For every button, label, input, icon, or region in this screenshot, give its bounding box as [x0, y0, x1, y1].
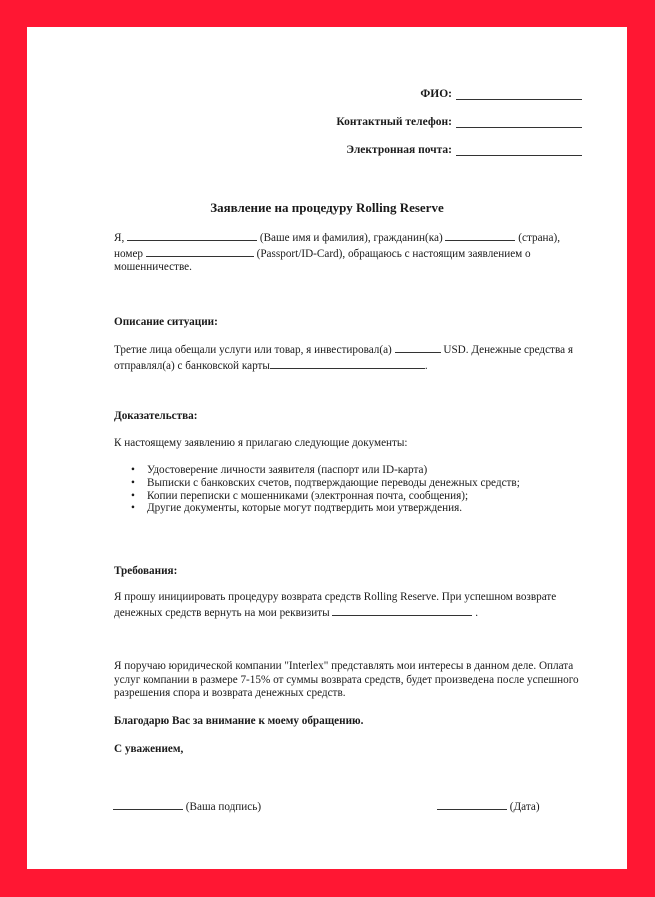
list-item: • Другие документы, которые могут подтвердить мои утверждения. [147, 502, 520, 515]
date-blank[interactable] [437, 799, 507, 810]
country-blank[interactable] [445, 230, 515, 241]
situation-text: USD. Денежные средства я отправлял(а) с банковской карты [114, 344, 573, 372]
regards-text: С уважением, [114, 743, 184, 755]
requirements-text: Я прошу инициировать процедуру возврата средств Rolling Reserve. При успешном возврате денежных средств вернуть на мои реквизиты [114, 591, 557, 619]
situation-paragraph [114, 342, 584, 373]
evidence-heading: Доказательства: [114, 410, 198, 422]
email-blank[interactable] [456, 143, 582, 156]
header-field-label: Электронная почта: [346, 144, 452, 156]
situation-text: Третие лица обещали услуги или товар, я инвестировал(а) [114, 344, 392, 356]
intro-paragraph [114, 230, 584, 275]
header-field-label: Контактный телефон: [336, 116, 452, 128]
full-name-blank[interactable] [127, 230, 257, 241]
thanks-text: Благодарю Вас за внимание к моему обращению. [114, 715, 364, 727]
phone-blank[interactable] [456, 115, 582, 128]
list-item: • Удостоверение личности заявителя (паспорт или ID-карта) [147, 464, 520, 477]
card-blank[interactable] [270, 358, 425, 369]
signature-field [113, 799, 261, 813]
document-number-blank[interactable] [146, 246, 254, 257]
requirements-paragraph [114, 591, 584, 620]
intro-text: Я, [114, 232, 125, 244]
amount-blank[interactable] [395, 342, 441, 353]
intro-text: номер [114, 247, 144, 260]
header-field-phone [336, 115, 582, 128]
intro-text: (Passport/ID-Card), обращаюсь с настоящим заявлением о мошенничестве. [114, 247, 531, 273]
requirements-heading: Требования: [114, 565, 178, 577]
evidence-list [114, 464, 520, 515]
date-label: (Дата) [509, 801, 540, 813]
document-title: Заявление на процедуру Rolling Reserve [210, 200, 444, 215]
header-field-name [420, 87, 582, 100]
document-page [27, 27, 627, 869]
signature-blank[interactable] [113, 799, 183, 810]
bank-details-blank[interactable] [332, 605, 472, 616]
intro-text: (страна), [518, 232, 561, 244]
situation-heading: Описание ситуации: [114, 316, 218, 328]
header-field-email [346, 143, 582, 156]
list-item: • Выписки с банковских счетов, подтверждающие переводы денежных средств; [147, 477, 520, 490]
requirements-text: . [475, 606, 479, 619]
intro-text: (Ваше имя и фамилия), гражданин(ка) [259, 232, 443, 244]
header-field-label: ФИО: [420, 88, 452, 100]
name-blank[interactable] [456, 87, 582, 100]
situation-text: . [424, 359, 428, 372]
date-field [437, 799, 540, 813]
signature-label: (Ваша подпись) [185, 801, 262, 813]
list-item: • Копии переписки с мошенниками (электронная почта, сообщения); [147, 490, 520, 503]
mandate-paragraph: Я поручаю юридической компании "Interlex" представлять мои интересы в данном деле. Оплата услуг компании в размере 7-15% от суммы возврата средств, будет произведена после успешного разрешения спора и возврата денежных средств. [114, 660, 579, 699]
evidence-intro: К настоящему заявлению я прилагаю следующие документы: [114, 437, 408, 449]
